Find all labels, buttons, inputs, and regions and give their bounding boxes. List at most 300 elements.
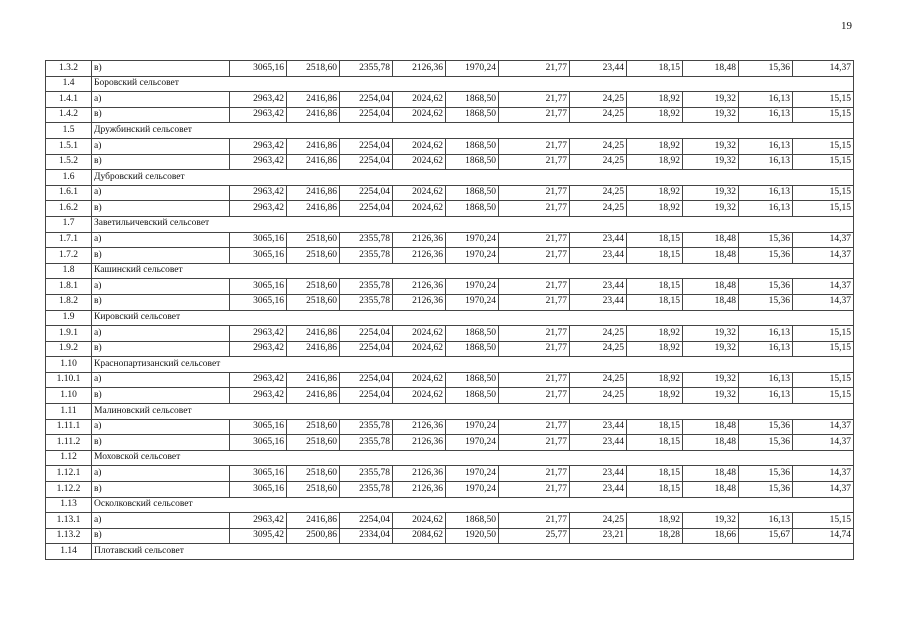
row-variant: а) <box>92 185 230 201</box>
row-variant: в) <box>92 482 230 498</box>
value-cell: 15,36 <box>739 279 793 295</box>
section-title: Боровский сельсовет <box>92 76 854 92</box>
row-variant: в) <box>92 528 230 544</box>
value-cell: 23,44 <box>570 61 627 77</box>
table-row <box>46 372 854 388</box>
value-cell: 18,92 <box>627 388 683 404</box>
value-cell: 2126,36 <box>393 482 446 498</box>
value-cell: 2416,86 <box>287 92 340 108</box>
table-row <box>46 294 854 310</box>
value-cell: 15,36 <box>739 248 793 264</box>
row-code: 1.5.2 <box>46 154 92 170</box>
value-cell: 21,77 <box>499 466 570 482</box>
value-cell: 16,13 <box>739 201 793 217</box>
value-cell: 1868,50 <box>446 388 499 404</box>
value-cell: 21,77 <box>499 341 570 357</box>
table-row <box>46 201 854 217</box>
section-title: Дубровский сельсовет <box>92 170 854 186</box>
value-cell: 2416,86 <box>287 341 340 357</box>
value-cell: 18,15 <box>627 419 683 435</box>
row-code: 1.12.2 <box>46 482 92 498</box>
value-cell: 15,15 <box>793 326 854 342</box>
value-cell: 16,13 <box>739 372 793 388</box>
value-cell: 18,48 <box>683 482 739 498</box>
row-variant: а) <box>92 326 230 342</box>
row-code: 1.11 <box>46 404 92 420</box>
value-cell: 1920,50 <box>446 528 499 544</box>
value-cell: 2963,42 <box>230 388 287 404</box>
row-code: 1.5 <box>46 123 92 139</box>
row-variant: а) <box>92 513 230 529</box>
row-code: 1.14 <box>46 544 92 560</box>
table-row <box>46 279 854 295</box>
value-cell: 2963,42 <box>230 107 287 123</box>
table-row <box>46 154 854 170</box>
value-cell: 2963,42 <box>230 341 287 357</box>
value-cell: 3065,16 <box>230 279 287 295</box>
value-cell: 21,77 <box>499 185 570 201</box>
row-code: 1.4 <box>46 76 92 92</box>
row-variant: в) <box>92 201 230 217</box>
section-title: Осколковский сельсовет <box>92 497 854 513</box>
value-cell: 2084,62 <box>393 528 446 544</box>
section-row <box>46 123 854 139</box>
value-cell: 2024,62 <box>393 185 446 201</box>
value-cell: 15,15 <box>793 138 854 154</box>
value-cell: 19,32 <box>683 92 739 108</box>
value-cell: 1970,24 <box>446 61 499 77</box>
value-cell: 14,37 <box>793 482 854 498</box>
value-cell: 2024,62 <box>393 388 446 404</box>
value-cell: 21,77 <box>499 201 570 217</box>
section-row <box>46 357 854 373</box>
value-cell: 18,15 <box>627 232 683 248</box>
row-code: 1.9 <box>46 310 92 326</box>
value-cell: 15,15 <box>793 185 854 201</box>
value-cell: 25,77 <box>499 528 570 544</box>
tariff-table <box>45 60 854 560</box>
value-cell: 24,25 <box>570 107 627 123</box>
value-cell: 2254,04 <box>340 372 393 388</box>
row-code: 1.8 <box>46 263 92 279</box>
value-cell: 2355,78 <box>340 482 393 498</box>
value-cell: 21,77 <box>499 372 570 388</box>
value-cell: 18,48 <box>683 61 739 77</box>
table-row <box>46 388 854 404</box>
row-variant: а) <box>92 138 230 154</box>
row-code: 1.7.1 <box>46 232 92 248</box>
value-cell: 2963,42 <box>230 513 287 529</box>
section-row <box>46 263 854 279</box>
row-variant: в) <box>92 107 230 123</box>
value-cell: 23,44 <box>570 232 627 248</box>
row-code: 1.8.2 <box>46 294 92 310</box>
value-cell: 2254,04 <box>340 341 393 357</box>
value-cell: 18,48 <box>683 466 739 482</box>
value-cell: 18,92 <box>627 92 683 108</box>
value-cell: 3095,42 <box>230 528 287 544</box>
value-cell: 15,15 <box>793 92 854 108</box>
value-cell: 24,25 <box>570 138 627 154</box>
value-cell: 2416,86 <box>287 107 340 123</box>
value-cell: 14,37 <box>793 232 854 248</box>
section-title: Плотавский сельсовет <box>92 544 854 560</box>
value-cell: 18,92 <box>627 201 683 217</box>
value-cell: 16,13 <box>739 185 793 201</box>
value-cell: 18,92 <box>627 107 683 123</box>
value-cell: 18,15 <box>627 248 683 264</box>
value-cell: 24,25 <box>570 201 627 217</box>
value-cell: 18,15 <box>627 435 683 451</box>
table-row <box>46 107 854 123</box>
value-cell: 1970,24 <box>446 279 499 295</box>
value-cell: 19,32 <box>683 201 739 217</box>
row-code: 1.6 <box>46 170 92 186</box>
value-cell: 18,15 <box>627 294 683 310</box>
value-cell: 2963,42 <box>230 185 287 201</box>
table-row <box>46 513 854 529</box>
value-cell: 1970,24 <box>446 294 499 310</box>
value-cell: 19,32 <box>683 107 739 123</box>
value-cell: 2355,78 <box>340 279 393 295</box>
value-cell: 18,92 <box>627 372 683 388</box>
section-title: Дружбинский сельсовет <box>92 123 854 139</box>
value-cell: 24,25 <box>570 388 627 404</box>
value-cell: 2254,04 <box>340 138 393 154</box>
value-cell: 2355,78 <box>340 248 393 264</box>
table-row <box>46 185 854 201</box>
row-variant: в) <box>92 154 230 170</box>
row-code: 1.13.2 <box>46 528 92 544</box>
value-cell: 2963,42 <box>230 138 287 154</box>
value-cell: 2355,78 <box>340 419 393 435</box>
value-cell: 1868,50 <box>446 372 499 388</box>
row-variant: а) <box>92 372 230 388</box>
value-cell: 23,21 <box>570 528 627 544</box>
value-cell: 2416,86 <box>287 372 340 388</box>
row-code: 1.13 <box>46 497 92 513</box>
value-cell: 16,13 <box>739 326 793 342</box>
value-cell: 19,32 <box>683 326 739 342</box>
row-code: 1.7 <box>46 216 92 232</box>
row-variant: в) <box>92 248 230 264</box>
value-cell: 21,77 <box>499 232 570 248</box>
table-row <box>46 435 854 451</box>
value-cell: 2024,62 <box>393 201 446 217</box>
value-cell: 15,36 <box>739 61 793 77</box>
value-cell: 1868,50 <box>446 138 499 154</box>
row-code: 1.9.1 <box>46 326 92 342</box>
section-row <box>46 76 854 92</box>
value-cell: 2024,62 <box>393 513 446 529</box>
value-cell: 2355,78 <box>340 61 393 77</box>
value-cell: 15,36 <box>739 419 793 435</box>
value-cell: 2355,78 <box>340 435 393 451</box>
row-code: 1.12.1 <box>46 466 92 482</box>
row-variant: а) <box>92 279 230 295</box>
value-cell: 3065,16 <box>230 482 287 498</box>
table-row <box>46 528 854 544</box>
value-cell: 21,77 <box>499 294 570 310</box>
row-code: 1.9.2 <box>46 341 92 357</box>
value-cell: 2416,86 <box>287 326 340 342</box>
value-cell: 3065,16 <box>230 419 287 435</box>
section-row <box>46 216 854 232</box>
value-cell: 2416,86 <box>287 201 340 217</box>
value-cell: 2518,60 <box>287 435 340 451</box>
value-cell: 2416,86 <box>287 138 340 154</box>
value-cell: 18,15 <box>627 279 683 295</box>
value-cell: 14,37 <box>793 248 854 264</box>
value-cell: 2416,86 <box>287 154 340 170</box>
row-variant: в) <box>92 341 230 357</box>
value-cell: 16,13 <box>739 388 793 404</box>
value-cell: 15,15 <box>793 107 854 123</box>
value-cell: 21,77 <box>499 279 570 295</box>
value-cell: 1970,24 <box>446 419 499 435</box>
value-cell: 2126,36 <box>393 294 446 310</box>
value-cell: 2963,42 <box>230 92 287 108</box>
value-cell: 2963,42 <box>230 201 287 217</box>
value-cell: 2126,36 <box>393 419 446 435</box>
value-cell: 3065,16 <box>230 61 287 77</box>
value-cell: 15,15 <box>793 341 854 357</box>
value-cell: 18,92 <box>627 185 683 201</box>
value-cell: 21,77 <box>499 107 570 123</box>
value-cell: 14,74 <box>793 528 854 544</box>
value-cell: 2126,36 <box>393 279 446 295</box>
value-cell: 14,37 <box>793 61 854 77</box>
value-cell: 21,77 <box>499 388 570 404</box>
value-cell: 3065,16 <box>230 294 287 310</box>
row-code: 1.4.2 <box>46 107 92 123</box>
value-cell: 2518,60 <box>287 279 340 295</box>
value-cell: 21,77 <box>499 482 570 498</box>
value-cell: 1970,24 <box>446 232 499 248</box>
value-cell: 2024,62 <box>393 341 446 357</box>
value-cell: 23,44 <box>570 279 627 295</box>
row-variant: а) <box>92 466 230 482</box>
value-cell: 2024,62 <box>393 138 446 154</box>
value-cell: 15,36 <box>739 482 793 498</box>
value-cell: 2254,04 <box>340 185 393 201</box>
section-row <box>46 170 854 186</box>
value-cell: 19,32 <box>683 513 739 529</box>
value-cell: 15,36 <box>739 466 793 482</box>
value-cell: 18,28 <box>627 528 683 544</box>
value-cell: 19,32 <box>683 185 739 201</box>
value-cell: 14,37 <box>793 279 854 295</box>
value-cell: 2126,36 <box>393 248 446 264</box>
row-variant: в) <box>92 294 230 310</box>
value-cell: 1868,50 <box>446 185 499 201</box>
row-code: 1.11.2 <box>46 435 92 451</box>
section-row <box>46 310 854 326</box>
value-cell: 18,66 <box>683 528 739 544</box>
value-cell: 18,92 <box>627 138 683 154</box>
value-cell: 2416,86 <box>287 513 340 529</box>
value-cell: 2416,86 <box>287 388 340 404</box>
row-code: 1.10 <box>46 388 92 404</box>
value-cell: 2355,78 <box>340 232 393 248</box>
value-cell: 2518,60 <box>287 294 340 310</box>
row-variant: в) <box>92 61 230 77</box>
row-variant: а) <box>92 92 230 108</box>
value-cell: 23,44 <box>570 466 627 482</box>
value-cell: 21,77 <box>499 435 570 451</box>
value-cell: 18,15 <box>627 61 683 77</box>
row-variant: в) <box>92 435 230 451</box>
row-code: 1.7.2 <box>46 248 92 264</box>
value-cell: 21,77 <box>499 92 570 108</box>
section-title: Моховской сельсовет <box>92 450 854 466</box>
row-code: 1.13.1 <box>46 513 92 529</box>
value-cell: 1970,24 <box>446 435 499 451</box>
value-cell: 2963,42 <box>230 372 287 388</box>
section-title: Кировский сельсовет <box>92 310 854 326</box>
table-row <box>46 482 854 498</box>
value-cell: 1970,24 <box>446 466 499 482</box>
value-cell: 16,13 <box>739 138 793 154</box>
value-cell: 2254,04 <box>340 388 393 404</box>
value-cell: 2518,60 <box>287 466 340 482</box>
value-cell: 3065,16 <box>230 232 287 248</box>
value-cell: 18,48 <box>683 419 739 435</box>
value-cell: 18,92 <box>627 341 683 357</box>
value-cell: 2024,62 <box>393 372 446 388</box>
value-cell: 23,44 <box>570 482 627 498</box>
section-title: Малиновский сельсовет <box>92 404 854 420</box>
row-variant: а) <box>92 419 230 435</box>
value-cell: 19,32 <box>683 138 739 154</box>
section-title: Кашинский сельсовет <box>92 263 854 279</box>
value-cell: 21,77 <box>499 513 570 529</box>
value-cell: 2126,36 <box>393 232 446 248</box>
table-row <box>46 61 854 77</box>
section-row <box>46 544 854 560</box>
value-cell: 21,77 <box>499 138 570 154</box>
value-cell: 14,37 <box>793 419 854 435</box>
value-cell: 2355,78 <box>340 294 393 310</box>
value-cell: 15,36 <box>739 232 793 248</box>
value-cell: 1868,50 <box>446 154 499 170</box>
value-cell: 18,48 <box>683 435 739 451</box>
value-cell: 2500,86 <box>287 528 340 544</box>
value-cell: 2126,36 <box>393 435 446 451</box>
value-cell: 18,15 <box>627 482 683 498</box>
value-cell: 1970,24 <box>446 482 499 498</box>
value-cell: 16,13 <box>739 154 793 170</box>
table-row <box>46 248 854 264</box>
row-variant: в) <box>92 388 230 404</box>
value-cell: 15,15 <box>793 201 854 217</box>
section-title: Краснопартизанский сельсовет <box>92 357 854 373</box>
value-cell: 2518,60 <box>287 248 340 264</box>
value-cell: 2416,86 <box>287 185 340 201</box>
value-cell: 14,37 <box>793 294 854 310</box>
table-row <box>46 326 854 342</box>
value-cell: 18,48 <box>683 248 739 264</box>
value-cell: 18,48 <box>683 279 739 295</box>
value-cell: 16,13 <box>739 92 793 108</box>
value-cell: 3065,16 <box>230 248 287 264</box>
value-cell: 24,25 <box>570 154 627 170</box>
value-cell: 15,15 <box>793 388 854 404</box>
value-cell: 2126,36 <box>393 61 446 77</box>
value-cell: 15,15 <box>793 372 854 388</box>
value-cell: 2963,42 <box>230 326 287 342</box>
value-cell: 2024,62 <box>393 92 446 108</box>
value-cell: 2254,04 <box>340 201 393 217</box>
value-cell: 2355,78 <box>340 466 393 482</box>
value-cell: 19,32 <box>683 154 739 170</box>
value-cell: 24,25 <box>570 185 627 201</box>
value-cell: 2024,62 <box>393 154 446 170</box>
value-cell: 1868,50 <box>446 513 499 529</box>
value-cell: 3065,16 <box>230 466 287 482</box>
value-cell: 21,77 <box>499 326 570 342</box>
value-cell: 14,37 <box>793 466 854 482</box>
value-cell: 2254,04 <box>340 326 393 342</box>
section-row <box>46 450 854 466</box>
value-cell: 2254,04 <box>340 154 393 170</box>
table-row <box>46 92 854 108</box>
value-cell: 21,77 <box>499 61 570 77</box>
value-cell: 24,25 <box>570 326 627 342</box>
row-code: 1.4.1 <box>46 92 92 108</box>
value-cell: 15,15 <box>793 513 854 529</box>
value-cell: 21,77 <box>499 248 570 264</box>
section-row <box>46 404 854 420</box>
row-code: 1.11.1 <box>46 419 92 435</box>
value-cell: 2024,62 <box>393 326 446 342</box>
value-cell: 24,25 <box>570 513 627 529</box>
table-row <box>46 138 854 154</box>
value-cell: 23,44 <box>570 248 627 264</box>
value-cell: 23,44 <box>570 435 627 451</box>
section-row <box>46 497 854 513</box>
value-cell: 2518,60 <box>287 419 340 435</box>
value-cell: 23,44 <box>570 294 627 310</box>
value-cell: 1868,50 <box>446 341 499 357</box>
value-cell: 18,48 <box>683 232 739 248</box>
value-cell: 21,77 <box>499 419 570 435</box>
value-cell: 19,32 <box>683 388 739 404</box>
value-cell: 1970,24 <box>446 248 499 264</box>
value-cell: 2518,60 <box>287 61 340 77</box>
table-row <box>46 419 854 435</box>
value-cell: 3065,16 <box>230 435 287 451</box>
value-cell: 1868,50 <box>446 326 499 342</box>
value-cell: 16,13 <box>739 513 793 529</box>
row-code: 1.5.1 <box>46 138 92 154</box>
value-cell: 2254,04 <box>340 107 393 123</box>
value-cell: 24,25 <box>570 341 627 357</box>
value-cell: 15,67 <box>739 528 793 544</box>
value-cell: 2024,62 <box>393 107 446 123</box>
table-row <box>46 341 854 357</box>
value-cell: 2126,36 <box>393 466 446 482</box>
row-code: 1.10.1 <box>46 372 92 388</box>
row-code: 1.3.2 <box>46 61 92 77</box>
row-variant: а) <box>92 232 230 248</box>
section-title: Заветильичевский сельсовет <box>92 216 854 232</box>
page-number: 19 <box>841 20 852 32</box>
value-cell: 18,92 <box>627 326 683 342</box>
value-cell: 18,92 <box>627 154 683 170</box>
table-body <box>46 61 854 560</box>
value-cell: 15,36 <box>739 294 793 310</box>
